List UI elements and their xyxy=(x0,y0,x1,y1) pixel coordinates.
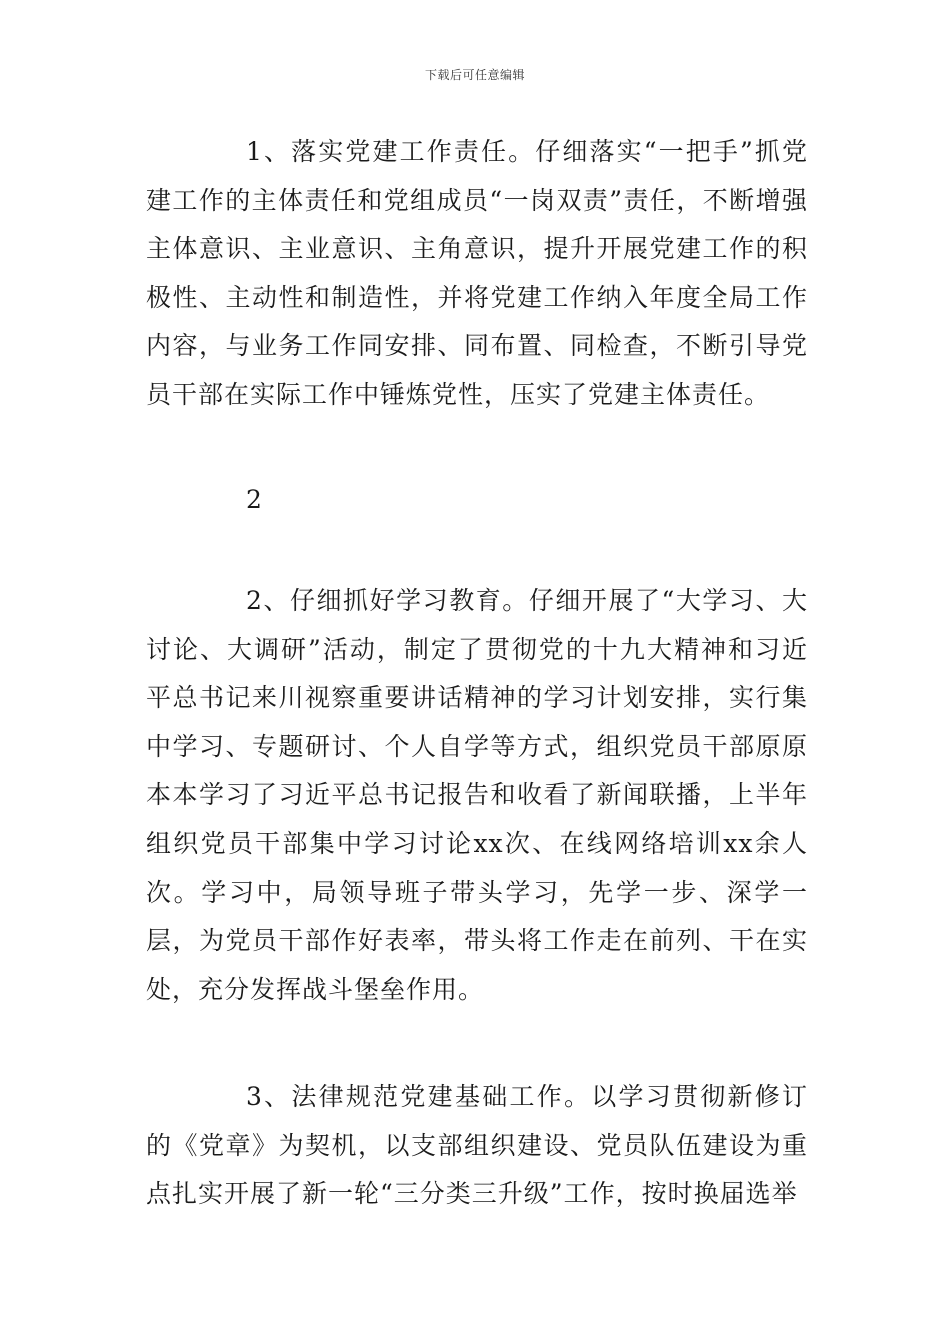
page-header: 下载后可任意编辑 xyxy=(424,68,525,82)
page-number: 2 xyxy=(246,485,262,514)
paragraph-2: 2、仔细抓好学习教育。仔细开展了“大学习、大讨论、大调研”活动，制定了贯彻党的十九大精神和习近平总书记来川视察重要讲话精神的学习计划安排，实行集中学习、专题研讨、个人自学等方式，组织党员干部原原本本学习了习近平总书记报告和收看了新闻联播，上半年组织党员干部集中学习讨论xx次、在线网络培训xx余人次。学习中，局领导班子带头学习，先学一步、深学一层，为党员干部作好表率，带头将工作走在前列、干在实处，充分发挥战斗堡垒作用。 xyxy=(146,586,808,1004)
paragraph-1: 1、落实党建工作责任。仔细落实“一把手”抓党建工作的主体责任和党组成员“一岗双责”责任，不断增强主体意识、主业意识、主角意识，提升开展党建工作的积极性、主动性和制造性，并将党建工作纳入年度全局工作内容，与业务工作同安排、同布置、同检查，不断引导党员干部在实际工作中锤炼党性，压实了党建主体责任。 xyxy=(146,137,808,409)
paragraph-3: 3、法律规范党建基础工作。以学习贯彻新修订的《党章》为契机，以支部组织建设、党员队伍建设为重点扎实开展了新一轮“三分类三升级”工作，按时换届选举 xyxy=(146,1082,808,1209)
